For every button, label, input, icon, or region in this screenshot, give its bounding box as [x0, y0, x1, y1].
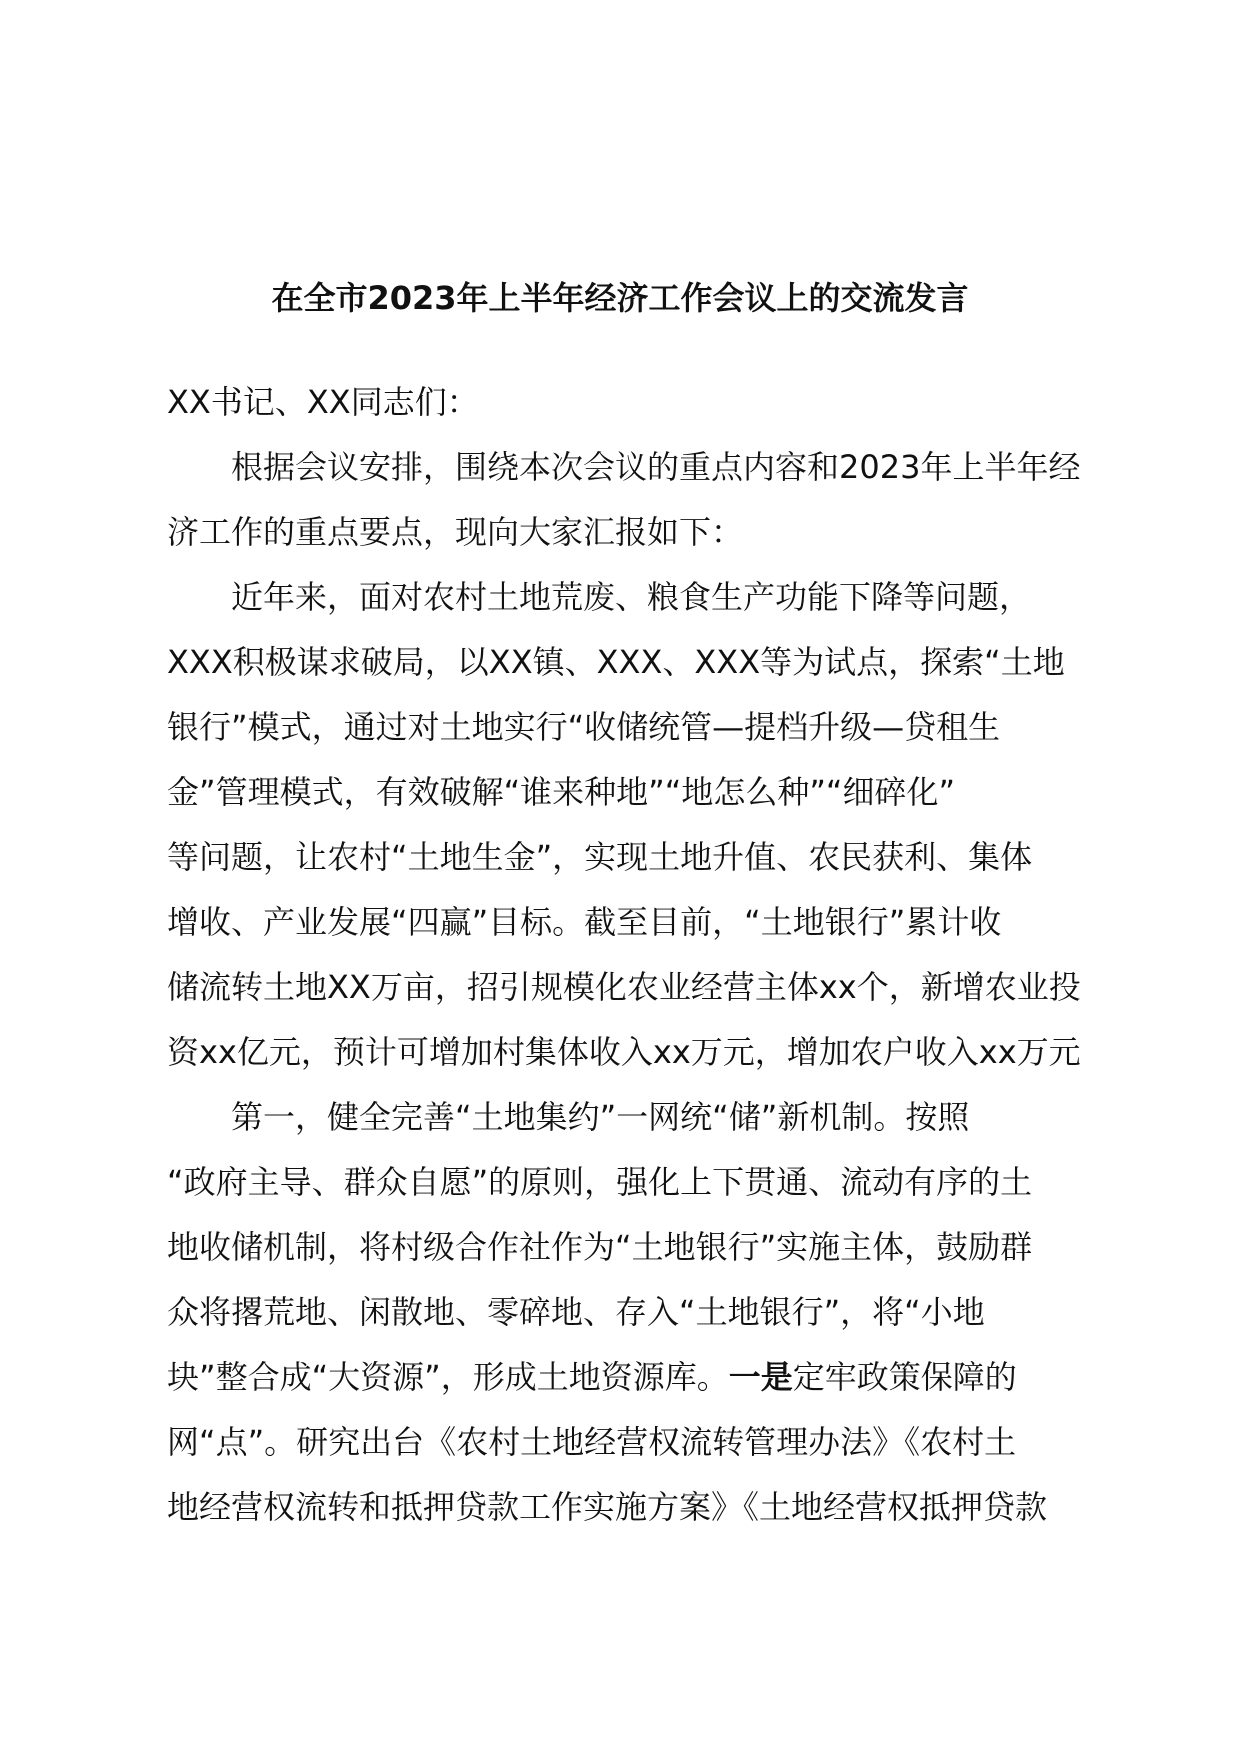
document-title: 在全市2023年上半年经济工作会议上的交流发言: [271, 279, 969, 317]
mixed-text-line: [167, 1345, 1127, 1410]
text-line: 地经营权流转和抵押贷款工作实施方案》《土地经营权抵押贷款: [167, 1488, 1048, 1526]
text-line: XXX积极谋求破局，以XX镇、XXX、XXX等为试点，探索“土地: [167, 643, 1065, 681]
text-line: 第一，健全完善“土地集约”一网统“储”新机制。按照: [231, 1098, 970, 1136]
text-line: 等问题，让农村“土地生金”，实现土地升值、农民获利、集体: [167, 838, 1033, 876]
text-line: 增收、产业发展“四赢”目标。截至目前，“土地银行”累计收: [167, 903, 1002, 941]
text-line: XX书记、XX同志们：: [167, 383, 479, 421]
document-body: [167, 370, 1127, 1540]
text-line: 地收储机制，将村级合作社作为“土地银行”实施主体，鼓励群: [167, 1228, 1033, 1266]
text-line: 金”管理模式，有效破解“谁来种地”“地怎么种”“细碎化”: [167, 773, 956, 811]
line-segment: 块”整合成“大资源”，形成土地资源库。: [167, 1358, 729, 1396]
text-line: 近年来，面对农村土地荒废、粮食生产功能下降等问题，: [231, 578, 1032, 616]
emphasis-text: 一是: [728, 1358, 793, 1396]
text-line: 众将撂荒地、闲散地、零碎地、存入“土地银行”，将“小地: [167, 1293, 985, 1331]
text-line: 根据会议安排，围绕本次会议的重点内容和2023年上半年经: [231, 448, 1081, 486]
line-segment: 定牢政策保障的: [792, 1358, 1017, 1396]
text-line: 储流转土地XX万亩，招引规模化农业经营主体xx个，新增农业投: [167, 968, 1081, 1006]
text-line: “政府主导、群众自愿”的原则，强化上下贯通、流动有序的土: [167, 1163, 1033, 1201]
text-line: 网“点”。研究出台《农村土地经营权流转管理办法》《农村土: [167, 1423, 1017, 1461]
text-line: 银行”模式，通过对土地实行“收储统管—提档升级—贷租生: [167, 708, 1001, 746]
text-line: 资xx亿元，预计可增加村集体收入xx万元，增加农户收入xx万元: [167, 1033, 1081, 1071]
text-line: 济工作的重点要点，现向大家汇报如下：: [167, 513, 744, 551]
